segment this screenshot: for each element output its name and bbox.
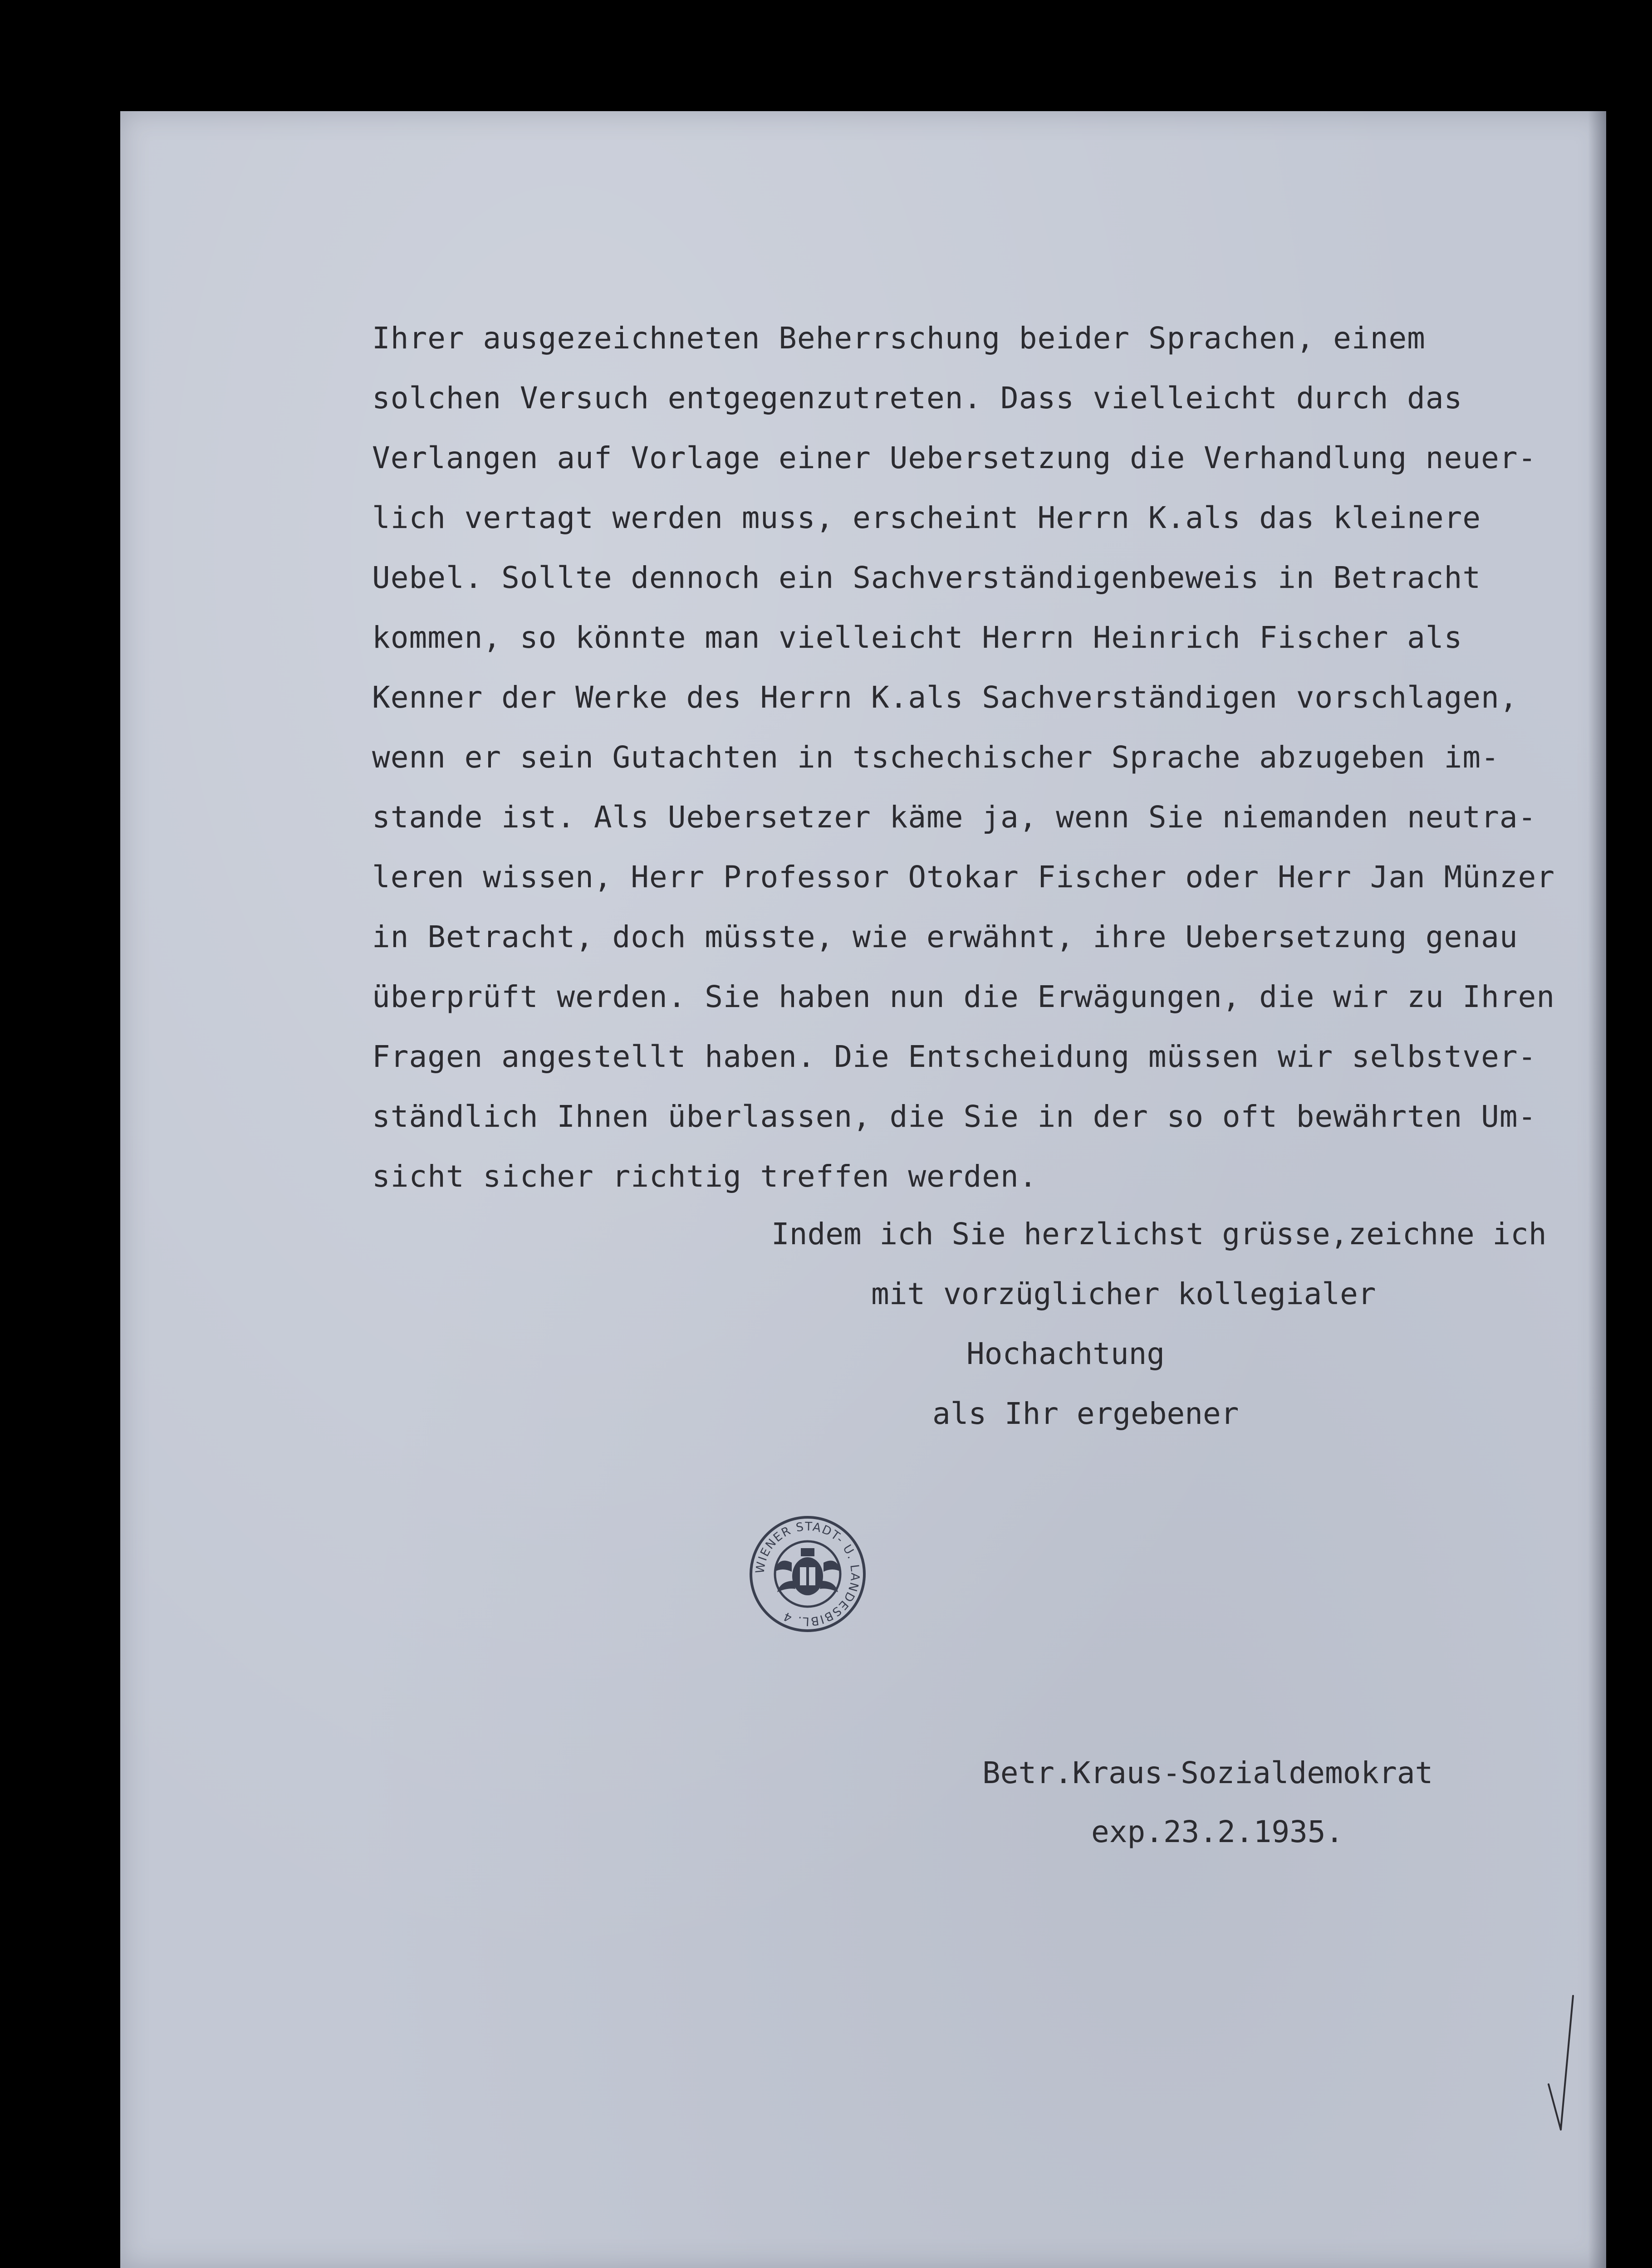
body-line: Fragen angestellt haben. Die Entscheidung müssen wir selbstver- <box>372 1039 1537 1074</box>
body-line: Kenner der Werke des Herrn K.als Sachverständigen vorschlagen, <box>372 680 1518 715</box>
closing-line: mit vorzüglicher kollegialer <box>871 1276 1376 1311</box>
closing-line: Indem ich Sie herzlichst grüsse,zeichne ich <box>771 1217 1547 1251</box>
body-line: leren wissen, Herr Professor Otokar Fischer oder Herr Jan Münzer <box>372 860 1555 894</box>
body-line: Verlangen auf Vorlage einer Uebersetzung die Verhandlung neuer- <box>372 440 1537 475</box>
body-line: solchen Versuch entgegenzutreten. Dass vielleicht durch das <box>372 381 1463 415</box>
library-stamp-icon <box>746 1513 869 1635</box>
body-line: lich vertagt werden muss, erscheint Herrn K.als das kleinere <box>372 500 1481 535</box>
body-line: wenn er sein Gutachten in tschechischer Sprache abzugeben im- <box>372 740 1500 775</box>
body-line: in Betracht, doch müsste, wie erwähnt, ihre Uebersetzung genau <box>372 919 1518 954</box>
body-line: kommen, so könnte man vielleicht Herrn Heinrich Fischer als <box>372 620 1463 655</box>
body-line: überprüft werden. Sie haben nun die Erwägungen, die wir zu Ihren <box>372 979 1555 1014</box>
body-line: Ihrer ausgezeichneten Beherrschung beider Sprachen, einem <box>372 321 1426 356</box>
stamp-text: WIENER STADT- U. LANDESBIBL. 4 <box>753 1520 862 1628</box>
closing-line: als Ihr ergebener <box>932 1396 1239 1431</box>
body-line: Uebel. Sollte dennoch ein Sachverständigenbeweis in Betracht <box>372 560 1481 595</box>
body-line: stande ist. Als Uebersetzer käme ja, wenn Sie niemanden neutra- <box>372 800 1537 835</box>
expedited-date: exp.23.2.1935. <box>1091 1814 1344 1849</box>
body-line: ständlich Ihnen überlassen, die Sie in der so oft bewährten Um- <box>372 1099 1537 1134</box>
letter-body <box>372 308 1555 1207</box>
closing-line: Hochachtung <box>966 1336 1165 1371</box>
reference-line: Betr.Kraus-Sozialdemokrat <box>982 1755 1433 1790</box>
body-line: sicht sicher richtig treffen werden. <box>372 1159 1038 1194</box>
pencil-check-mark-icon <box>1545 1994 1577 2134</box>
